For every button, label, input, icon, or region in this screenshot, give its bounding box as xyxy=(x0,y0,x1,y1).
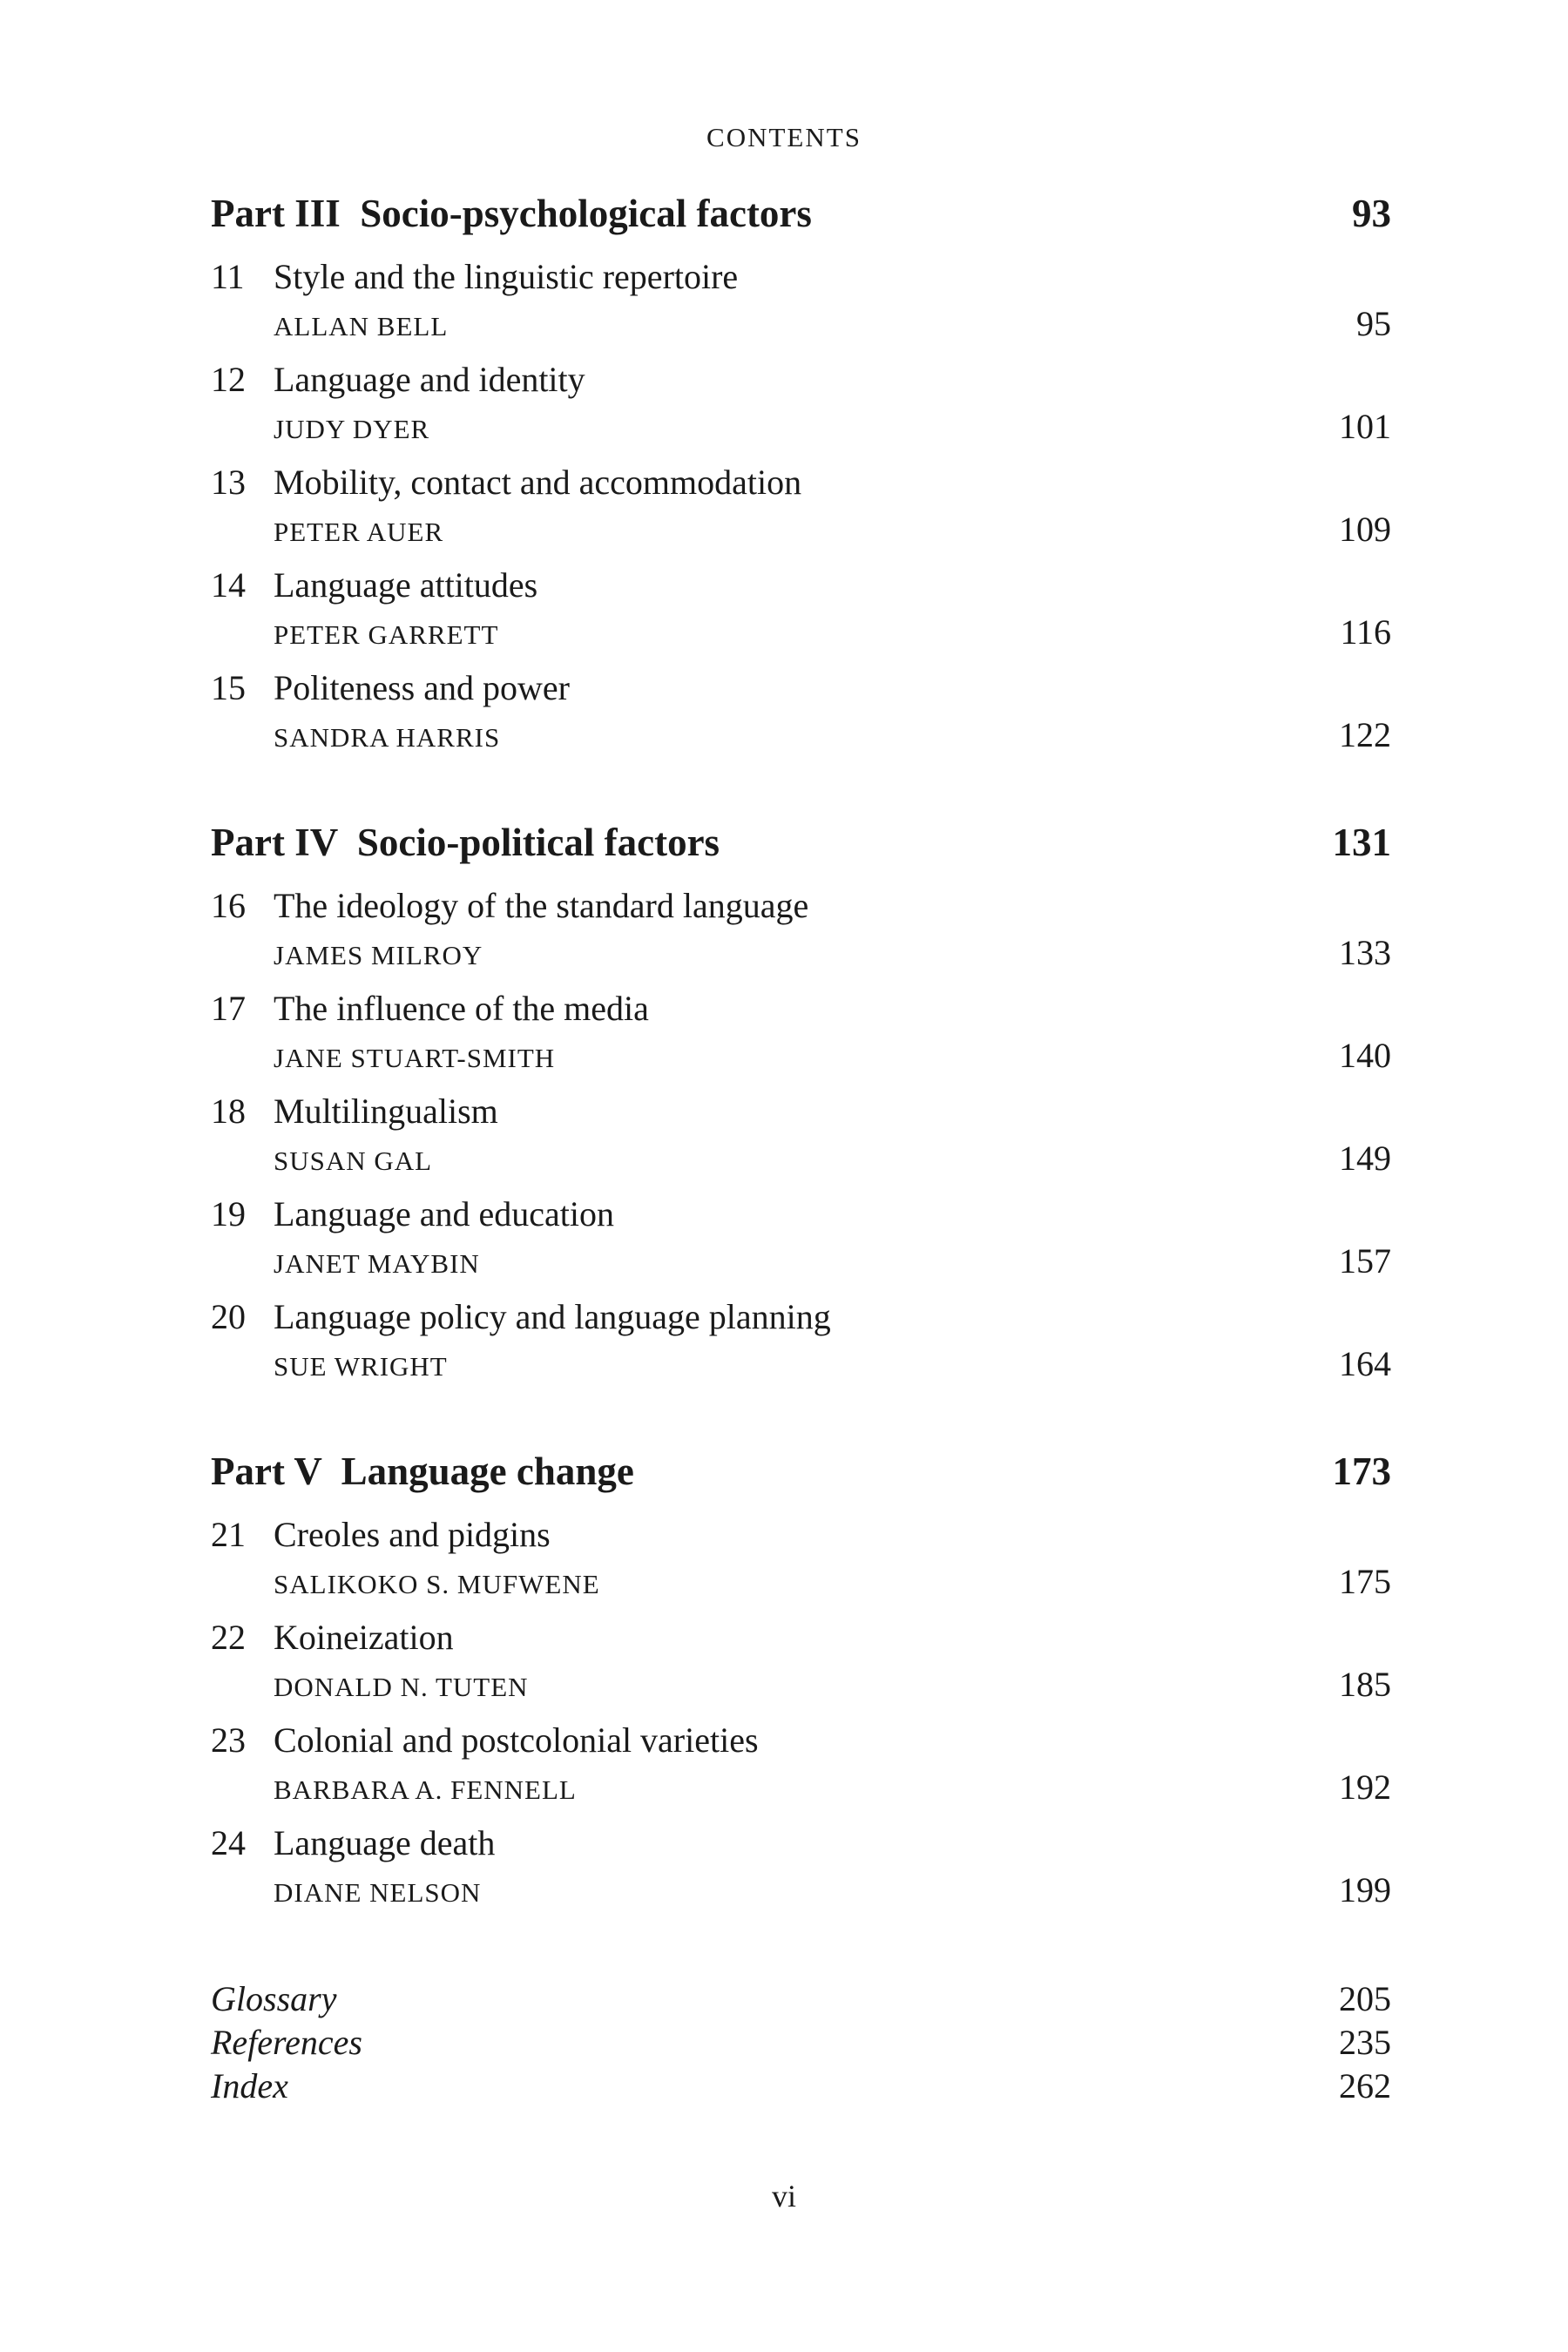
table-of-contents xyxy=(211,183,1391,2108)
chapter-author: JAMES MILROY xyxy=(274,940,483,970)
chapter-entry xyxy=(211,355,1391,449)
chapter-page-number: 199 xyxy=(1339,1870,1391,1909)
chapter-page-number: 149 xyxy=(1339,1139,1391,1178)
chapter-number: 21 xyxy=(211,1515,246,1554)
chapter-author: JUDY DYER xyxy=(274,414,430,444)
chapter-number: 17 xyxy=(211,989,246,1028)
chapter-entry xyxy=(211,984,1391,1078)
chapter-number: 13 xyxy=(211,463,246,502)
chapter-title: Multilingualism xyxy=(274,1092,498,1131)
chapter-page-number: 157 xyxy=(1339,1241,1391,1281)
chapter-title: Language attitudes xyxy=(274,565,538,605)
chapter-page-number: 192 xyxy=(1339,1767,1391,1807)
chapter-author: BARBARA A. FENNELL xyxy=(274,1774,577,1805)
chapter-author: JANE STUART-SMITH xyxy=(274,1043,556,1073)
chapter-title: Mobility, contact and accommodation xyxy=(274,463,802,502)
chapter-page-number: 109 xyxy=(1339,510,1391,549)
chapter-entry xyxy=(211,882,1391,976)
chapter-page-number: 101 xyxy=(1339,407,1391,446)
chapter-page-number: 95 xyxy=(1356,304,1391,343)
chapter-title: Style and the linguistic repertoire xyxy=(274,257,739,296)
chapter-number: 14 xyxy=(211,565,246,605)
chapter-number: 12 xyxy=(211,360,246,399)
chapter-number: 19 xyxy=(211,1194,246,1233)
chapter-entry xyxy=(211,1087,1391,1181)
chapter-page-number: 133 xyxy=(1339,933,1391,972)
chapter-entry xyxy=(211,458,1391,552)
chapter-author: PETER GARRETT xyxy=(274,619,499,650)
chapter-author: JANET MAYBIN xyxy=(274,1248,480,1279)
running-head: CONTENTS xyxy=(706,122,862,152)
back-matter xyxy=(211,1977,1391,2108)
chapter-title: Colonial and postcolonial varieties xyxy=(274,1720,759,1760)
chapter-entry xyxy=(211,561,1391,655)
chapter-number: 15 xyxy=(211,668,246,707)
back-matter-page-number: 205 xyxy=(1339,1979,1391,2018)
part-heading xyxy=(211,1441,1391,1502)
chapter-title: Politeness and power xyxy=(274,668,570,707)
chapter-author: SALIKOKO S. MUFWENE xyxy=(274,1569,600,1599)
chapter-page-number: 175 xyxy=(1339,1562,1391,1601)
back-matter-entry xyxy=(211,1977,1391,2021)
chapter-number: 24 xyxy=(211,1823,246,1862)
part-page-number: 173 xyxy=(1332,1450,1391,1493)
part-heading xyxy=(211,183,1391,244)
part-page-number: 131 xyxy=(1332,821,1391,864)
chapter-author: SANDRA HARRIS xyxy=(274,722,501,753)
chapter-author: DONALD N. TUTEN xyxy=(274,1672,529,1702)
chapter-entry xyxy=(211,1716,1391,1810)
part-page-number: 93 xyxy=(1352,192,1391,235)
back-matter-label: References xyxy=(211,2023,362,2062)
chapter-entry xyxy=(211,1511,1391,1605)
chapter-number: 22 xyxy=(211,1618,246,1657)
back-matter-page-number: 262 xyxy=(1339,2066,1391,2105)
chapter-entry xyxy=(211,1819,1391,1913)
chapter-title: Language policy and language planning xyxy=(274,1297,831,1336)
chapter-number: 11 xyxy=(211,257,245,296)
part-heading xyxy=(211,812,1391,873)
chapter-page-number: 140 xyxy=(1339,1036,1391,1075)
chapter-entry xyxy=(211,664,1391,758)
chapter-entry xyxy=(211,1190,1391,1284)
chapter-author: SUSAN GAL xyxy=(274,1146,433,1176)
back-matter-entry xyxy=(211,2021,1391,2065)
back-matter-label: Index xyxy=(211,2066,288,2105)
part-label: Part IV Socio-political factors xyxy=(211,821,720,864)
chapter-number: 18 xyxy=(211,1092,246,1131)
chapter-number: 16 xyxy=(211,886,246,925)
chapter-page-number: 164 xyxy=(1339,1344,1391,1383)
chapter-title: Creoles and pidgins xyxy=(274,1515,551,1554)
chapter-author: ALLAN BELL xyxy=(274,311,449,341)
back-matter-page-number: 235 xyxy=(1339,2023,1391,2062)
chapter-number: 23 xyxy=(211,1720,246,1760)
chapter-entry xyxy=(211,1613,1391,1707)
chapter-title: Koineization xyxy=(274,1618,454,1657)
chapter-page-number: 185 xyxy=(1339,1665,1391,1704)
chapter-title: The influence of the media xyxy=(274,989,649,1028)
chapter-number: 20 xyxy=(211,1297,246,1336)
chapter-entry xyxy=(211,1293,1391,1387)
back-matter-entry xyxy=(211,2065,1391,2108)
page-folio: vi xyxy=(771,2179,796,2213)
chapter-title: Language and identity xyxy=(274,360,585,399)
chapter-title: The ideology of the standard language xyxy=(274,886,809,925)
chapter-author: DIANE NELSON xyxy=(274,1877,482,1908)
chapter-entry xyxy=(211,253,1391,347)
part-label: Part III Socio-psychological factors xyxy=(211,192,812,235)
chapter-page-number: 122 xyxy=(1339,715,1391,754)
part-label: Part V Language change xyxy=(211,1450,634,1493)
chapter-author: PETER AUER xyxy=(274,517,444,547)
back-matter-label: Glossary xyxy=(211,1979,337,2018)
chapter-page-number: 116 xyxy=(1340,612,1391,652)
chapter-title: Language and education xyxy=(274,1194,614,1233)
chapter-title: Language death xyxy=(274,1823,496,1862)
chapter-author: SUE WRIGHT xyxy=(274,1351,448,1382)
